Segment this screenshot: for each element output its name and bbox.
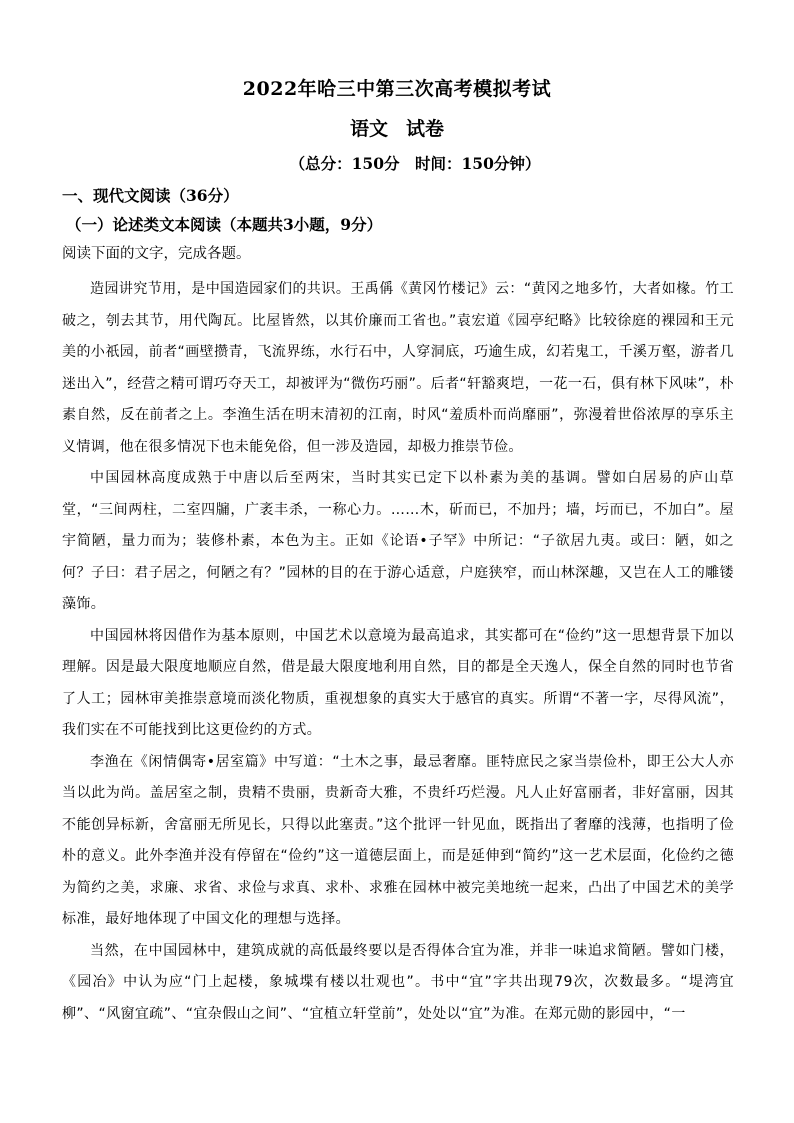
subject-label: 语文 (349, 118, 388, 140)
exam-title: 2022年哈三中第三次高考模拟考试 (242, 78, 552, 100)
passage-paragraph-5: 当然，在中国园林中，建筑成就的高低最终要以是否得体合宜为准，并非一味追求简陋。譬如门楼，《园冶》中认为应“门上起楼，象城堞有楼以壮观也”。书中“宜”字共出现79次，次数最多。“堤湾宜柳”、“风窗宜疏”、“宜杂假山之间”、“宜植立轩堂前”，处处以“宜”为准。在郑元勋的影园中，“一 (62, 942, 734, 1022)
section-subheading: （一）论述类文本阅读（本题共3小题，9分） (66, 215, 383, 234)
paper-label: 试卷 (406, 118, 445, 140)
subject-title (0, 114, 794, 141)
reading-instruction: 阅读下面的文字，完成各题。 (62, 246, 251, 262)
section-heading: 一、现代文阅读（36分） (62, 186, 239, 205)
passage-paragraph-1: 造园讲究节用，是中国造园家们的共识。王禹偁《黄冈竹楼记》云：“黄冈之地多竹，大者如椽。竹工破之，刳去其节，用代陶瓦。比屋皆然，以其价廉而工省也。”袁宏道《园亭纪略》比较徐庭的裸园和王元美的小祇园，前者“画壁攒青，飞流界练，水行石中，人穿洞底，巧逾生成，幻若鬼工，千溪万壑，游者几迷出入”，经营之精可谓巧夺天工，却被评为“微伤巧丽”。后者“轩豁爽垲，一花一石，俱有林下风味”，朴素自然，反在前者之上。李渔生活在明末清初的江南，时风“羞质朴而尚靡丽”，弥漫着世俗浓厚的享乐主义情调，他在很多情况下也未能免俗，但一涉及造园，却极力推崇节俭。 (62, 281, 734, 455)
reading-passage (62, 274, 734, 1030)
passage-paragraph-4: 李渔在《闲情偶寄•居室篇》中写道：“土木之事，最忌奢靡。匪特庶民之家当崇俭朴，即王公大人亦当以此为尚。盖居室之制，贵精不贵丽，贵新奇大雅，不贵纤巧烂漫。凡人止好富丽者，非好富丽，因其不能创异标新，舍富丽无所见长，只得以此塞责。”这个批评一针见血，既指出了奢靡的浅薄，也指明了俭朴的意义。此外李渔并没有停留在“俭约”这一道德层面上，而是延伸到“简约”这一艺术层面，化俭约之德为简约之美，求廉、求省、求俭与求真、求朴、求雅在园林中被完美地统一起来，凸出了中国艺术的美学标准，最好地体现了中国文化的理想与选择。 (62, 753, 734, 927)
passage-paragraph-3: 中国园林将因借作为基本原则，中国艺术以意境为最高追求，其实都可在“俭约”这一思想背景下加以理解。因是最大限度地顺应自然，借是最大限度地利用自然，目的都是全天逸人，保全自然的同时也节省了人工；园林审美推崇意境而淡化物质，重视想象的真实大于感官的真实。所谓“不著一字，尽得风流”，我们实在不可能找到比这更俭约的方式。 (62, 627, 734, 738)
passage-paragraph-2: 中国园林高度成熟于中唐以后至两宋，当时其实已定下以朴素为美的基调。譬如白居易的庐山草堂，“三间两柱，二室四牖，广袤丰杀，一称心力。……木，斫而已，不加丹；墙，圬而已，不加白”。屋宇简陋，量力而为；装修朴素，本色为主。正如《论语•子罕》中所记：“子欲居九夷。或曰：陋，如之何？子曰：君子居之，何陋之有？”园林的目的在于游心适意，户庭狭窄，而山林深趣，又岂在人工的雕镂藻饰。 (62, 470, 734, 612)
score-time-info: （总分：150分 时间：150分钟） (289, 154, 541, 173)
